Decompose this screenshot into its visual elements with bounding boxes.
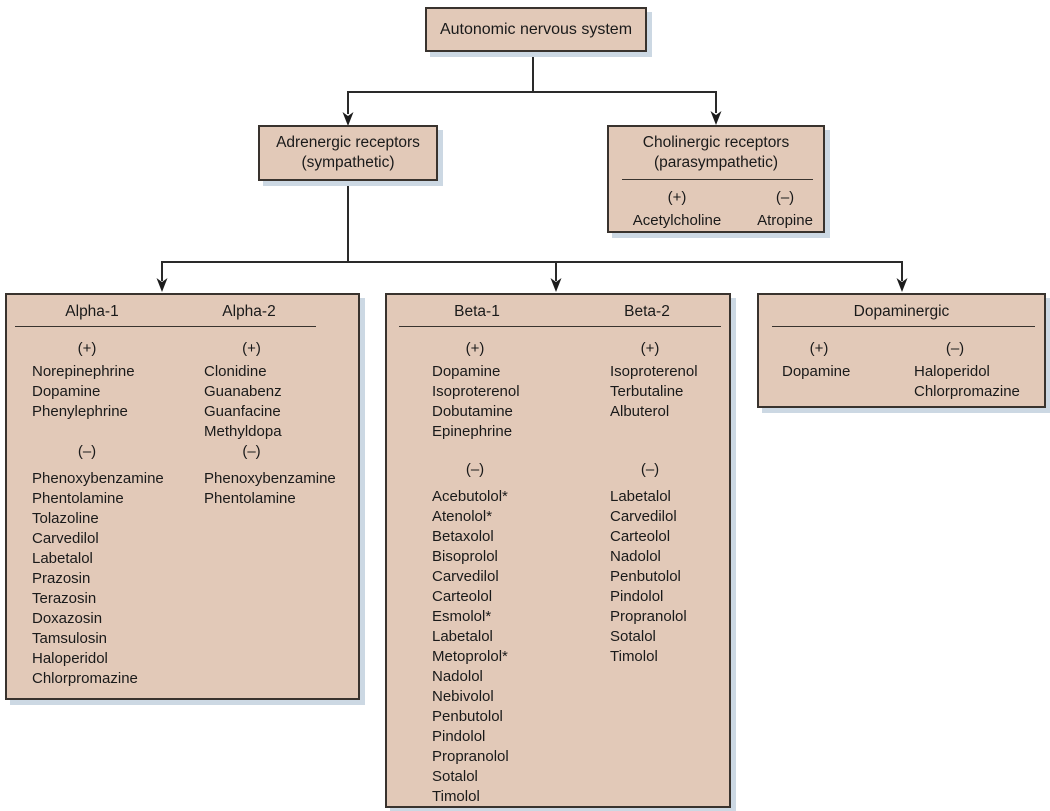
drug-name: Chlorpromazine [32,670,138,687]
dopaminergic-antagonist-column [914,339,1044,402]
agonist-sign: (+) [809,340,829,357]
arrowhead-icon [711,111,722,125]
antagonist-sign: (–) [945,340,965,357]
antagonist-list [204,469,362,509]
agonist-sign: (+) [667,189,687,206]
alpha-1-column [32,339,200,689]
drug-name: Acetylcholine [632,212,722,229]
drug-name: Carvedilol [610,508,677,525]
antagonist-list [32,469,200,689]
drug-name: Epinephrine [432,423,513,440]
drug-name: Sotalol [610,628,656,645]
node-adrenergic-receptors [258,125,438,181]
antagonist-list [610,487,730,667]
column-header-beta-2: Beta-2 [624,303,670,320]
drug-name: Pindolol [610,588,664,605]
header-divider [399,326,721,327]
drug-name: Timolol [432,788,480,805]
drug-name: Dopamine [432,363,501,380]
drug-name: Metoprolol* [432,648,508,665]
drug-name: Albuterol [610,403,670,420]
antagonist-list [914,362,1044,402]
drug-name: Labetalol [432,628,493,645]
agonist-list [610,362,730,422]
node-title-line1: Cholinergic receptors [642,134,790,151]
drug-name: Tolazoline [32,510,99,527]
drug-name: Chlorpromazine [914,383,1020,400]
drug-name: Tamsulosin [32,630,108,647]
drug-name: Labetalol [32,550,93,567]
drug-name: Carvedilol [432,568,499,585]
drug-name: Phenoxybenzamine [204,470,336,487]
agonist-list [432,362,602,442]
antagonist-sign: (–) [775,189,795,206]
node-title: Autonomic nervous system [439,20,633,38]
drug-name: Isoproterenol [610,363,698,380]
drug-name: Norepinephrine [32,363,135,380]
drug-name: Atropine [757,212,813,229]
drug-name: Terazosin [32,590,97,607]
column-header-alpha-1: Alpha-1 [65,303,119,320]
agonist-list [32,362,200,422]
alpha-2-column [204,339,362,509]
node-alpha-receptors [5,293,360,700]
agonist-sign: (+) [640,340,660,357]
header-divider [622,179,813,180]
drug-name: Phenoxybenzamine [32,470,164,487]
header-divider [15,326,316,327]
drug-name: Acebutolol* [432,488,508,505]
drug-name: Dopamine [32,383,101,400]
arrowhead-icon [343,112,354,126]
drug-name: Haloperidol [32,650,108,667]
node-title-line2: (parasympathetic) [653,154,779,171]
drug-name: Nebivolol [432,688,494,705]
drug-name: Methyldopa [204,423,282,440]
beta-1-column [432,339,602,807]
drug-name: Isoproterenol [432,383,520,400]
drug-name: Esmolol* [432,608,492,625]
agonist-sign: (+) [465,340,485,357]
node-title-line1: Adrenergic receptors [276,134,420,151]
drug-name: Phentolamine [32,490,124,507]
agonist-list [782,362,902,382]
agonist-sign: (+) [77,340,97,357]
antagonist-sign: (–) [640,461,660,478]
drug-name: Carteolol [432,588,493,605]
antagonist-sign: (–) [242,443,261,460]
column-header-dopaminergic: Dopaminergic [853,303,950,320]
node-title-line2: (sympathetic) [301,154,395,171]
drug-name: Phentolamine [204,490,296,507]
drug-name: Nadolol [432,668,483,685]
antagonist-list [432,487,602,807]
agonist-list [204,362,362,442]
drug-name: Carteolol [610,528,671,545]
dopaminergic-agonist-column [782,339,902,382]
drug-name: Phenylephrine [32,403,128,420]
drug-name: Timolol [610,648,658,665]
drug-name: Doxazosin [32,610,103,627]
column-header-beta-1: Beta-1 [454,303,500,320]
node-dopaminergic-receptors [757,293,1046,408]
drug-name: Guanfacine [204,403,281,420]
drug-name: Nadolol [610,548,661,565]
drug-name: Carvedilol [32,530,99,547]
column-header-alpha-2: Alpha-2 [222,303,276,320]
agonist-sign: (+) [242,340,261,357]
drug-name: Prazosin [32,570,91,587]
node-cholinergic-receptors [607,125,825,233]
cholinergic-agonist-column [615,188,739,231]
cholinergic-antagonist-column [749,188,821,231]
drug-name: Propranolol [610,608,687,625]
node-beta-receptors [385,293,731,808]
drug-name: Dopamine [782,363,851,380]
drug-name: Terbutaline [610,383,684,400]
drug-name: Betaxolol [432,528,494,545]
drug-name: Pindolol [432,728,486,745]
drug-name: Guanabenz [204,383,282,400]
drug-name: Penbutolol [432,708,503,725]
drug-name: Sotalol [432,768,478,785]
drug-name: Penbutolol [610,568,681,585]
node-autonomic-nervous-system [425,7,647,52]
drug-name: Dobutamine [432,403,513,420]
drug-name: Labetalol [610,488,671,505]
drug-name: Clonidine [204,363,267,380]
antagonist-sign: (–) [77,443,97,460]
drug-name: Atenolol* [432,508,493,525]
drug-name: Haloperidol [914,363,990,380]
drug-name: Propranolol [432,748,509,765]
drug-name: Bisoprolol [432,548,498,565]
beta-2-column [610,339,730,667]
antagonist-sign: (–) [465,461,485,478]
header-divider [772,326,1035,327]
